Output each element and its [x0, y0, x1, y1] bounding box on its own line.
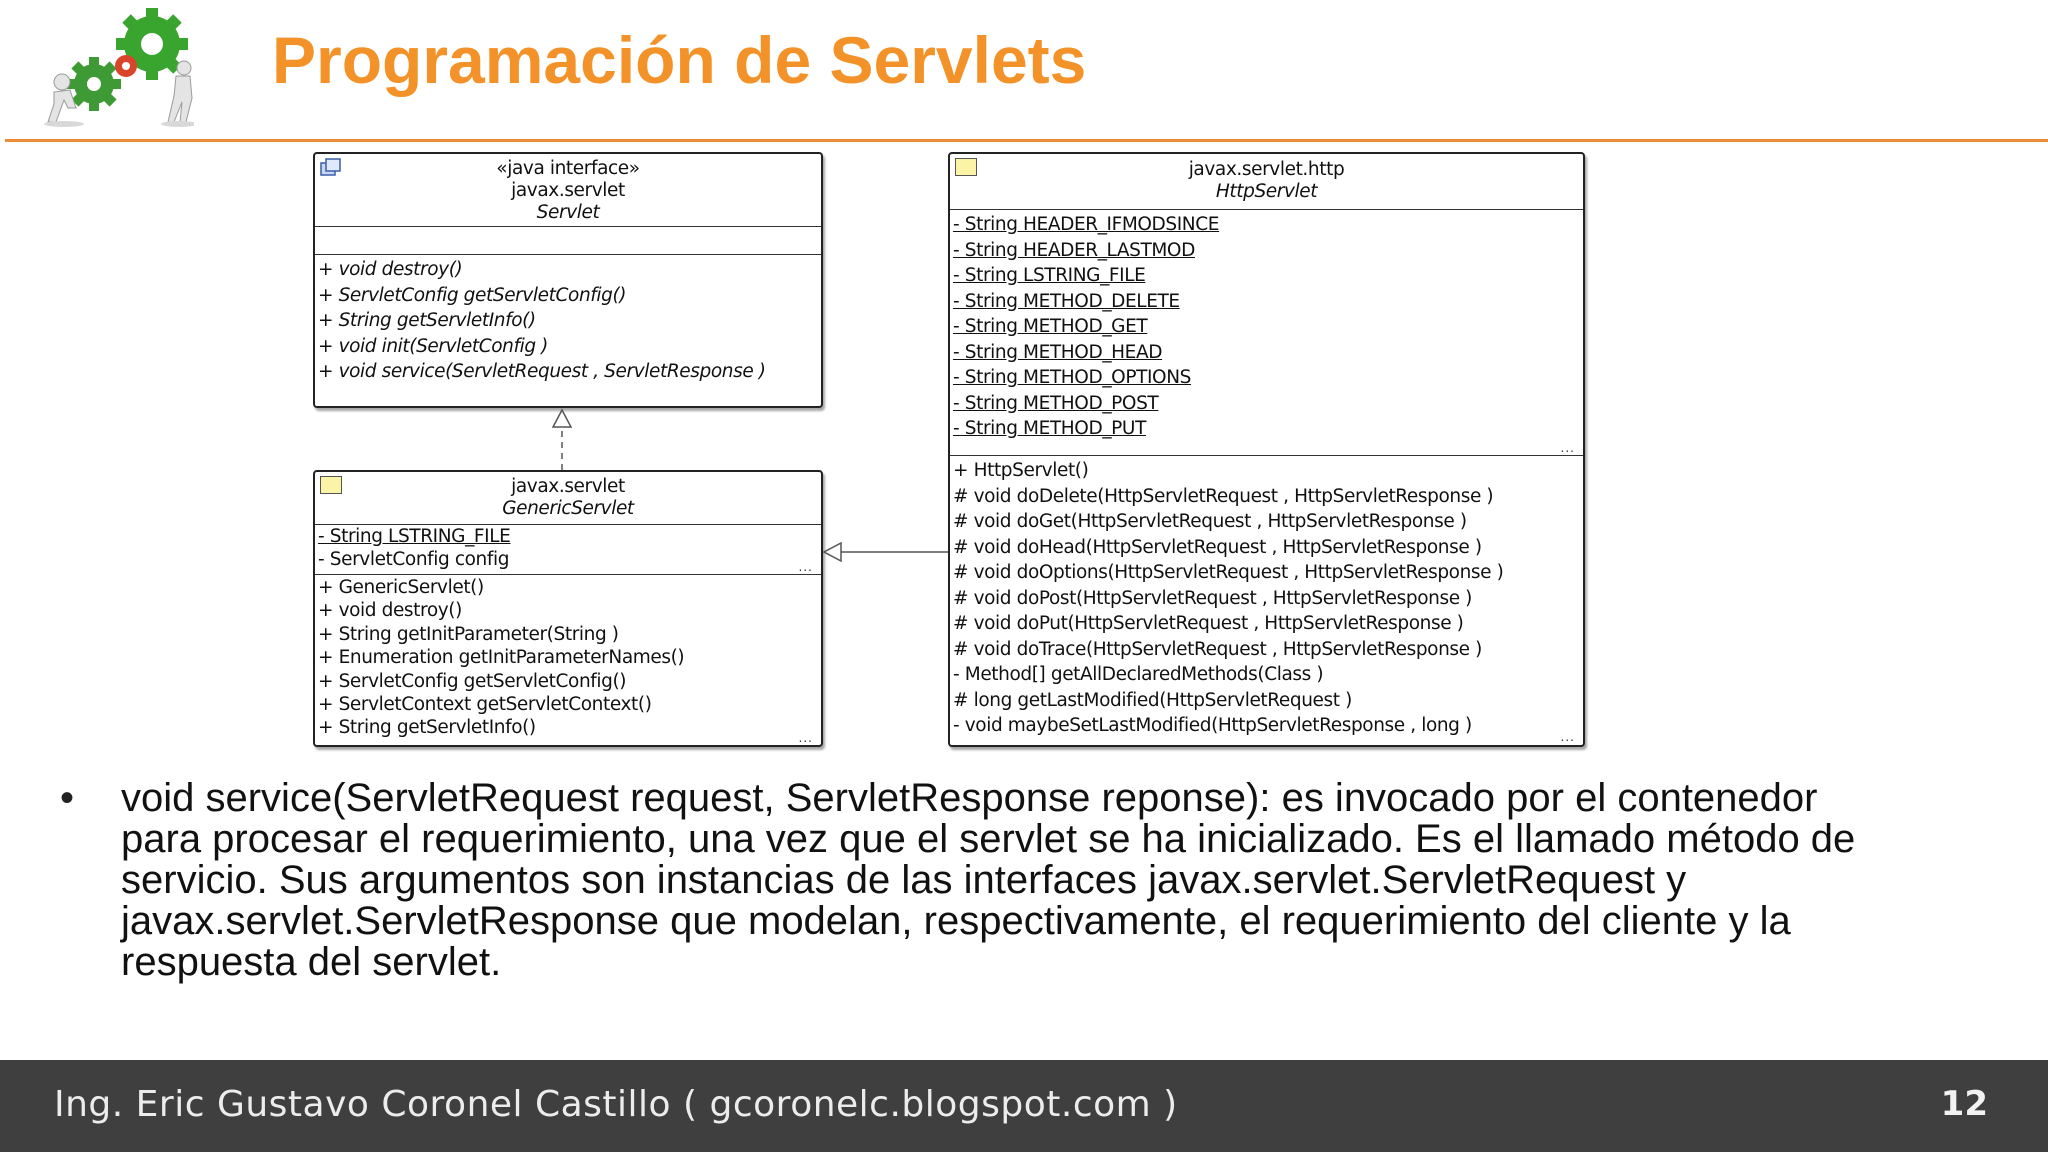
http-attribute: - String METHOD_HEAD [953, 341, 1163, 363]
gears-logo-icon [24, 4, 194, 128]
http-method: # void doTrace(HttpServletRequest , HttpServletResponse ) [953, 638, 1482, 660]
generic-name: GenericServlet [502, 498, 634, 519]
http-method: + HttpServlet() [953, 460, 1089, 481]
http-attribute: - String METHOD_GET [953, 316, 1148, 337]
http-attribute: - String METHOD_POST [953, 392, 1159, 414]
footer-bar [0, 1060, 2048, 1152]
http-name: HttpServlet [1215, 181, 1318, 202]
generic-method: + GenericServlet() [318, 577, 484, 598]
generic-package: javax.servlet [511, 476, 625, 497]
generic-method: + ServletContext getServletContext() [318, 693, 652, 715]
uml-class-httpservlet [948, 152, 1585, 747]
uml-class-genericservlet [313, 470, 823, 747]
http-attribute: - String METHOD_PUT [953, 418, 1146, 439]
http-attributes [950, 210, 1583, 456]
class-icon [320, 476, 342, 494]
generic-method: + void destroy() [318, 600, 462, 622]
http-method: - Method[] getAllDeclaredMethods(Class ) [953, 664, 1324, 685]
class-icon [955, 158, 977, 176]
http-methods [950, 456, 1583, 744]
servlet-methods [315, 255, 821, 385]
servlet-method: + void service(ServletRequest , ServletResponse ) [318, 361, 766, 382]
interface-icon [320, 158, 342, 176]
bullet-line: javax.servlet.ServletResponse que modelan, respectivamente, el requerimiento del cliente y la [121, 899, 1791, 943]
page-number: 12 [1940, 1084, 1988, 1124]
generic-attribute: - String LSTRING_FILE [318, 526, 511, 547]
http-attribute: - String METHOD_OPTIONS [953, 367, 1191, 388]
servlet-method: + ServletConfig getServletConfig() [318, 284, 627, 306]
bullet-line: para procesar el requerimiento, una vez que el servlet se ha inicializado. Es el llamado método de [121, 817, 1856, 861]
servlet-method: + void destroy() [318, 259, 463, 280]
http-method: # void doDelete(HttpServletRequest , HttpServletResponse ) [953, 485, 1494, 507]
http-method: # void doOptions(HttpServletRequest , HttpServletResponse ) [953, 562, 1504, 583]
http-method: # void doHead(HttpServletRequest , HttpServletResponse ) [953, 536, 1482, 558]
http-method: - void maybeSetLastModified(HttpServletResponse , long ) [953, 715, 1472, 736]
ellipsis: ... [1560, 730, 1575, 744]
generic-method: + ServletConfig getServletConfig() [318, 670, 627, 692]
ellipsis: ... [798, 731, 813, 745]
generic-methods [315, 575, 821, 745]
http-header [950, 154, 1583, 210]
bullet-paragraph [121, 778, 2021, 983]
http-attribute: - String METHOD_DELETE [953, 290, 1180, 312]
servlet-header [315, 154, 821, 227]
generic-attribute: - ServletConfig config [318, 549, 510, 570]
servlet-attributes [315, 227, 821, 255]
http-method: # void doPost(HttpServletRequest , HttpServletResponse ) [953, 587, 1472, 609]
ellipsis: ... [1560, 441, 1575, 455]
title-divider [5, 139, 2048, 142]
slide-title: Programación de Servlets [272, 23, 1087, 97]
bullet-marker: • [60, 776, 75, 820]
uml-interface-servlet [313, 152, 823, 408]
http-attribute: - String HEADER_LASTMOD [953, 239, 1195, 261]
generic-method: + String getInitParameter(String ) [318, 623, 619, 645]
generic-method: + String getServletInfo() [318, 717, 536, 739]
generic-method: + Enumeration getInitParameterNames() [318, 647, 685, 669]
http-attribute: - String HEADER_IFMODSINCE [953, 214, 1220, 235]
servlet-method: + String getServletInfo() [318, 310, 536, 331]
generalization-arrowhead [824, 543, 841, 561]
footer-author: Ing. Eric Gustavo Coronel Castillo ( gcoronelc.blogspot.com ) [54, 1084, 1178, 1125]
realization-arrowhead [553, 410, 571, 427]
http-method: # long getLastModified(HttpServletRequest ) [953, 689, 1352, 711]
bullet-line: servicio. Sus argumentos son instancias de las interfaces javax.servlet.ServletRequest y [121, 858, 1687, 902]
http-method: # void doPut(HttpServletRequest , HttpServletResponse ) [953, 613, 1464, 634]
bullet-line: void service(ServletRequest request, ServletResponse reponse): es invocado por el contenedor [121, 776, 1818, 820]
generic-header [315, 472, 821, 525]
http-method: # void doGet(HttpServletRequest , HttpServletResponse ) [953, 511, 1467, 532]
servlet-package: javax.servlet [511, 180, 625, 201]
servlet-stereotype: «java interface» [496, 158, 640, 179]
generic-attributes [315, 525, 821, 575]
http-attribute: - String LSTRING_FILE [953, 265, 1146, 286]
http-package: javax.servlet.http [1188, 159, 1345, 180]
bullet-line: respuesta del servlet. [121, 940, 502, 984]
servlet-name: Servlet [536, 202, 600, 223]
ellipsis: ... [798, 560, 813, 574]
servlet-method: + void init(ServletConfig ) [318, 335, 548, 357]
